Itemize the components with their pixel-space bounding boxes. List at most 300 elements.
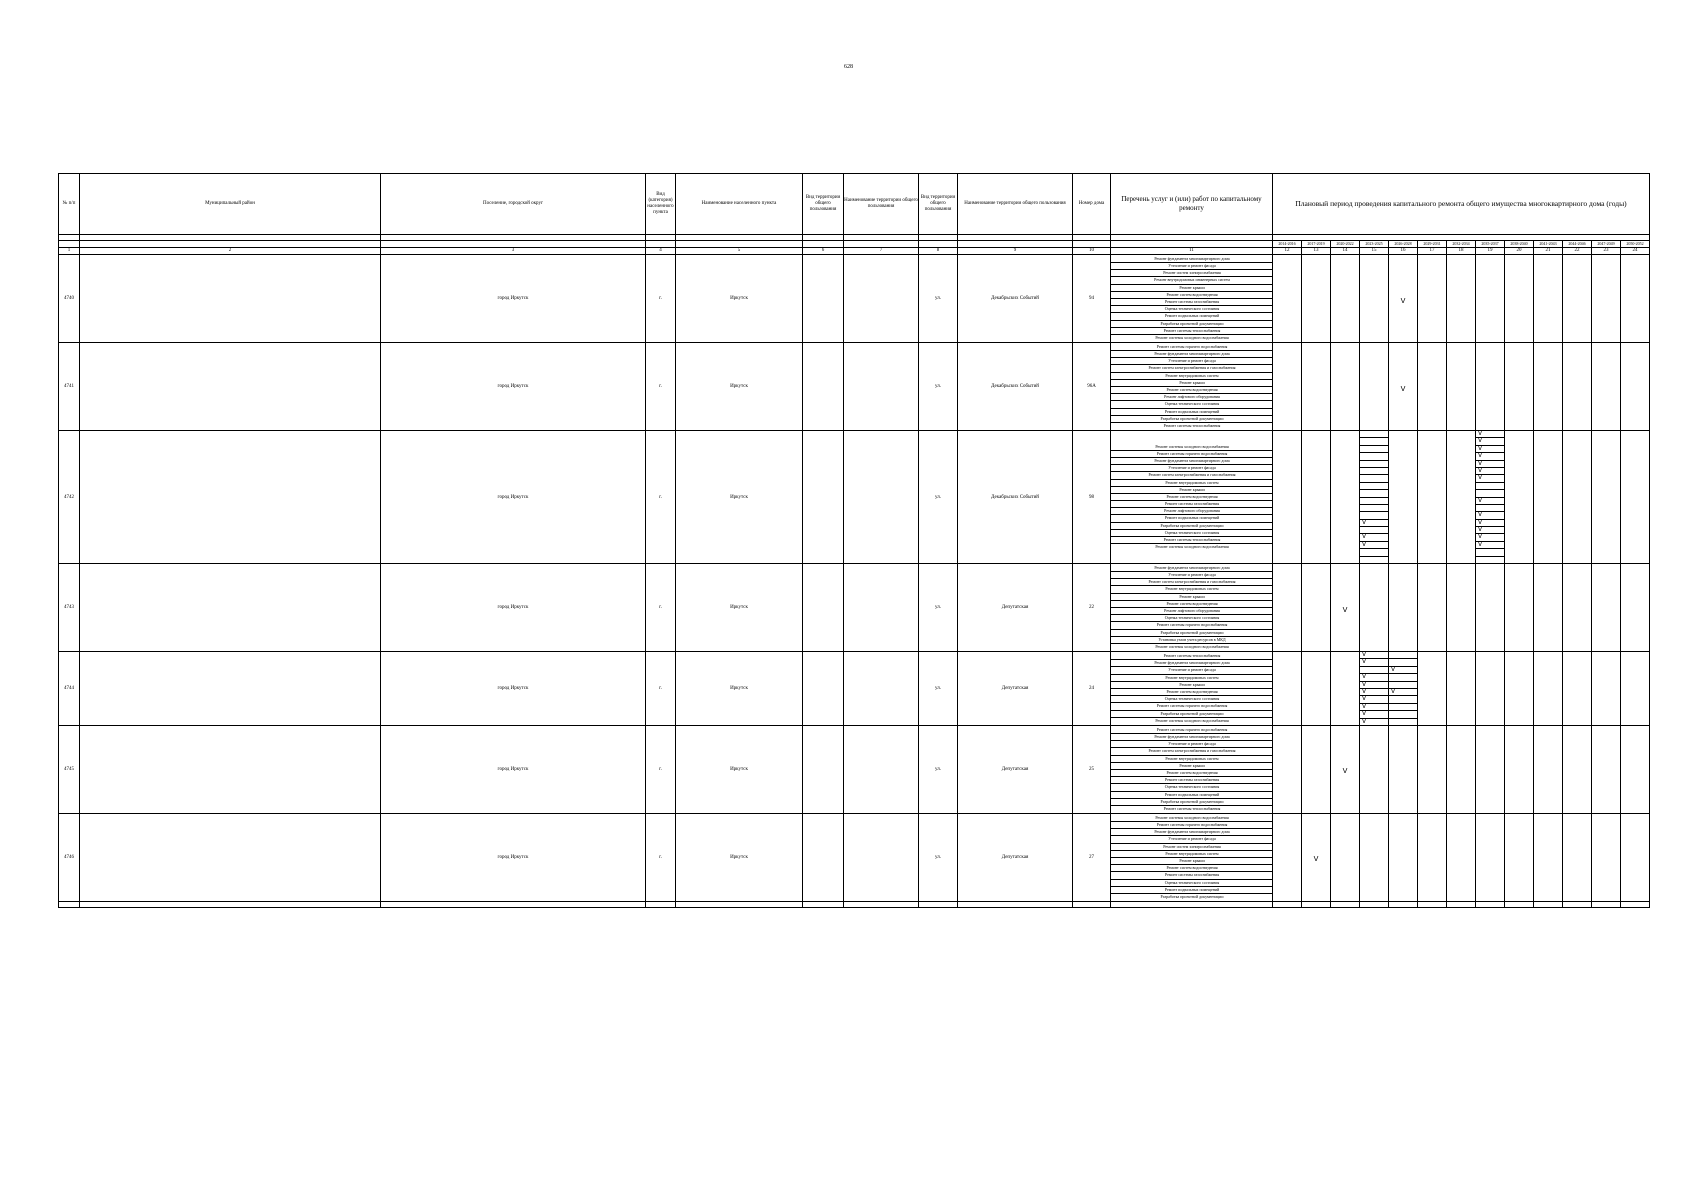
street-name-cell — [844, 725, 919, 813]
year-cell-2044-2046 — [1563, 725, 1592, 813]
work-item: Ремонт крыши — [1111, 594, 1272, 601]
year-cell-2032-2034 — [1447, 431, 1476, 564]
year-cell-2026-2028 — [1389, 652, 1418, 726]
year-cell-2044-2046 — [1563, 813, 1592, 901]
work-item: Ремонт внутридомовых систем — [1111, 586, 1272, 593]
work-item: Ремонт подвальных помещений — [1111, 515, 1272, 522]
year-cell-2038-2040 — [1505, 652, 1534, 726]
column-number-11: 11 — [1111, 248, 1273, 255]
capital-repair-plan-table — [58, 173, 1650, 908]
work-item: Ремонт системы горячего водоснабжения — [1111, 451, 1272, 458]
locality-type-cell: г. — [646, 564, 676, 652]
year-cell-2014-2016 — [1273, 564, 1302, 652]
header-locality-name: Наименование населенного пункта — [676, 174, 803, 235]
street-type-cell — [803, 343, 844, 431]
year-cell-2038-2040 — [1505, 564, 1534, 652]
year-cell-2014-2016 — [1273, 652, 1302, 726]
year-cell-2029-2031 — [1418, 564, 1447, 652]
year-cell-2050-2052 — [1621, 652, 1650, 726]
repair-mark: V — [1342, 767, 1348, 776]
locality-type-cell: г. — [646, 652, 676, 726]
grid-cell — [1389, 704, 1417, 711]
grid-cell — [1476, 483, 1504, 490]
work-item: Ремонт фундамента многоквартирного дома — [1111, 351, 1272, 358]
year-period-7: 2035-2037 — [1476, 241, 1505, 248]
works-cell — [1111, 255, 1273, 343]
year-cell-2050-2052 — [1621, 813, 1650, 901]
column-number-17: 17 — [1418, 248, 1447, 255]
year-cell-2035-2037 — [1476, 431, 1505, 564]
column-number-24: 24 — [1621, 248, 1650, 255]
column-number-23: 23 — [1592, 248, 1621, 255]
work-item: Ремонт системы теплоснабжения — [1111, 537, 1272, 544]
year-cell-2017-2019 — [1302, 431, 1331, 564]
year-period-10: 2044-2046 — [1563, 241, 1592, 248]
work-item: Разработка проектной документации — [1111, 799, 1272, 806]
house-cell: 25 — [1073, 725, 1111, 813]
work-item: Ремонт крыши — [1111, 682, 1272, 689]
column-number-21: 21 — [1534, 248, 1563, 255]
column-number-14: 14 — [1331, 248, 1360, 255]
table-row — [59, 564, 1650, 652]
row-num: 4744 — [59, 652, 80, 726]
grid-cell: V — [1476, 461, 1504, 468]
year-cell-2038-2040 — [1505, 431, 1534, 564]
column-number-19: 19 — [1476, 248, 1505, 255]
grid-cell — [1476, 549, 1504, 556]
header-house: Номер дома — [1073, 174, 1111, 235]
year-cell-2026-2028 — [1389, 343, 1418, 431]
year-cell-2041-2043 — [1534, 431, 1563, 564]
year-cell-2047-2049 — [1592, 725, 1621, 813]
column-number-6: 6 — [803, 248, 844, 255]
street-name-cell — [844, 255, 919, 343]
grid-cell — [1360, 490, 1388, 497]
work-item: Разработка проектной документации — [1111, 630, 1272, 637]
locality-name-cell: Иркутск — [676, 255, 803, 343]
work-item: Ремонт системы горячего водоснабжения — [1111, 344, 1272, 351]
year-cell-2032-2034 — [1447, 725, 1476, 813]
work-item: Ремонт системы теплоснабжения — [1111, 653, 1272, 660]
house-cell: 98 — [1073, 431, 1111, 564]
row-num: 4743 — [59, 564, 80, 652]
year-period-8: 2038-2040 — [1505, 241, 1534, 248]
works-cell — [1111, 725, 1273, 813]
column-numbers-row — [59, 248, 1650, 255]
grid-cell: V — [1476, 468, 1504, 475]
work-item: Ремонт системы газоснабжения — [1111, 501, 1272, 508]
work-item: Утепление и ремонт фасада — [1111, 465, 1272, 472]
work-item: Ремонт подвальных помещений — [1111, 887, 1272, 894]
work-item: Ремонт системы теплоснабжения — [1163, 805, 1221, 811]
territory-name-cell: Депутатская — [958, 652, 1073, 726]
year-cell-2035-2037 — [1476, 813, 1505, 901]
municipal-cell — [80, 255, 381, 343]
year-cell-2023-2025 — [1360, 725, 1389, 813]
territory-type-cell: ул. — [919, 564, 958, 652]
work-item: Ремонт системы холодного водоснабжения — [1111, 444, 1272, 451]
column-number-7: 7 — [844, 248, 919, 255]
grid-cell: V — [1476, 446, 1504, 453]
year-cell-2047-2049 — [1592, 813, 1621, 901]
year-cell-2029-2031 — [1418, 652, 1447, 726]
year-cell-2035-2037 — [1476, 564, 1505, 652]
work-item: Ремонт системы горячего водоснабжения — [1111, 622, 1272, 629]
grid-cell: V — [1476, 512, 1504, 519]
territory-type-cell: ул. — [919, 431, 958, 564]
year-period-9: 2041-2043 — [1534, 241, 1563, 248]
grid-cell — [1389, 696, 1417, 703]
locality-type-cell: г. — [646, 431, 676, 564]
header-num: № п/п — [59, 174, 80, 235]
header-territory-name: Наименование территории общего пользования — [958, 174, 1073, 235]
grid-cell: V — [1360, 682, 1388, 689]
work-item: Разработка проектной документации — [1111, 321, 1272, 328]
settlement-cell: город Иркутск — [381, 725, 646, 813]
street-name-cell — [844, 564, 919, 652]
municipal-cell — [80, 564, 381, 652]
settlement-cell: город Иркутск — [381, 343, 646, 431]
grid-cell: V — [1476, 431, 1504, 438]
grid-cell — [1360, 475, 1388, 482]
locality-type-cell: г. — [646, 343, 676, 431]
header-works: Перечень услуг и (или) работ по капитальному ремонту — [1111, 174, 1273, 235]
year-cell-2035-2037 — [1476, 652, 1505, 726]
territory-type-cell: ул. — [919, 813, 958, 901]
territory-name-cell: Депутатская — [958, 813, 1073, 901]
repair-mark: V — [1400, 384, 1406, 393]
year-cell-2038-2040 — [1505, 725, 1534, 813]
work-item: Ремонт систем электроснабжения и газоснабжения — [1111, 748, 1272, 755]
year-cell-2023-2025 — [1360, 255, 1389, 343]
year-cell-2029-2031 — [1418, 431, 1447, 564]
work-item: Ремонт системы холодного водоснабжения — [1155, 643, 1229, 649]
year-cell-2020-2022 — [1331, 652, 1360, 726]
grid-cell: V — [1360, 652, 1388, 659]
work-item: Ремонт фундамента многоквартирного дома — [1111, 458, 1272, 465]
grid-cell: V — [1476, 475, 1504, 482]
year-cell-2017-2019 — [1302, 652, 1331, 726]
municipal-cell — [80, 725, 381, 813]
work-item: Разработка проектной документации — [1111, 711, 1272, 718]
year-cell-2014-2016 — [1273, 343, 1302, 431]
work-item: Ремонт лифтового оборудования — [1111, 608, 1272, 615]
territory-type-cell: ул. — [919, 343, 958, 431]
header-settlement: Поселение, городской округ — [381, 174, 646, 235]
year-cell-2023-2025 — [1360, 652, 1389, 726]
year-cell-2050-2052 — [1621, 431, 1650, 564]
year-cell-2041-2043 — [1534, 564, 1563, 652]
territory-name-cell: Декабрьских Событий — [958, 343, 1073, 431]
year-period-4: 2026-2028 — [1389, 241, 1418, 248]
year-cell-2029-2031 — [1418, 725, 1447, 813]
work-item: Оценка технического состояния — [1111, 530, 1272, 537]
header-street-type: Вид территории общего пользования — [803, 174, 844, 235]
grid-cell — [1389, 719, 1417, 725]
work-item: Ремонт системы теплоснабжения — [1163, 422, 1221, 428]
page-number: 628 — [844, 64, 853, 70]
street-type-cell — [803, 564, 844, 652]
street-type-cell — [803, 813, 844, 901]
locality-type-cell: г. — [646, 725, 676, 813]
work-item: Ремонт фундамента многоквартирного дома — [1111, 829, 1272, 836]
locality-type-cell: г. — [646, 255, 676, 343]
locality-name-cell: Иркутск — [676, 431, 803, 564]
year-cell-2047-2049 — [1592, 343, 1621, 431]
header-territory-type: Вид территории общего пользования — [919, 174, 958, 235]
work-item: Ремонт системы холодного водоснабжения — [1111, 815, 1272, 822]
work-item: Утепление и ремонт фасада — [1111, 667, 1272, 674]
row-num: 4745 — [59, 725, 80, 813]
year-cell-2044-2046 — [1563, 564, 1592, 652]
territory-type-cell: ул. — [919, 652, 958, 726]
work-item: Ремонт системы холодного водоснабжения — [1155, 717, 1229, 723]
year-cell-2023-2025 — [1360, 431, 1389, 564]
grid-cell — [1389, 652, 1417, 659]
work-item: Ремонт систем водоотведения — [1111, 689, 1272, 696]
column-number-22: 22 — [1563, 248, 1592, 255]
table-row — [59, 343, 1650, 431]
table-row — [59, 813, 1650, 901]
grid-cell: V — [1362, 717, 1367, 725]
grid-cell — [1360, 438, 1388, 445]
column-number-10: 10 — [1073, 248, 1111, 255]
work-item: Ремонт подвальных помещений — [1111, 313, 1272, 320]
grid-cell: V — [1389, 667, 1417, 674]
grid-cell — [1360, 549, 1388, 556]
year-cell-2020-2022 — [1331, 725, 1360, 813]
locality-name-cell: Иркутск — [676, 652, 803, 726]
column-number-13: 13 — [1302, 248, 1331, 255]
year-cell-2029-2031 — [1418, 255, 1447, 343]
row-num: 4742 — [59, 431, 80, 564]
work-item: Ремонт системы горячего водоснабжения — [1111, 727, 1272, 734]
work-item: Ремонт систем водоотведения — [1111, 494, 1272, 501]
row-num: 4741 — [59, 343, 80, 431]
work-item: Ремонт системы газоснабжения — [1111, 872, 1272, 879]
column-number-15: 15 — [1360, 248, 1389, 255]
work-item: Ремонт крыши — [1111, 285, 1272, 292]
year-period-6: 2032-2034 — [1447, 241, 1476, 248]
work-item: Ремонт лифтового оборудования — [1111, 394, 1272, 401]
year-period-0: 2014-2016 — [1273, 241, 1302, 248]
work-item: Ремонт системы газоснабжения — [1111, 299, 1272, 306]
locality-name-cell: Иркутск — [676, 725, 803, 813]
year-cell-2035-2037 — [1476, 255, 1505, 343]
work-item: Утепление и ремонт фасада — [1111, 836, 1272, 843]
work-item: Ремонт подвальных помещений — [1111, 409, 1272, 416]
work-item: Ремонт крыши — [1111, 763, 1272, 770]
work-item: Ремонт систем водоотведения — [1111, 601, 1272, 608]
settlement-cell: город Иркутск — [381, 431, 646, 564]
works-cell — [1111, 652, 1273, 726]
grid-cell: V — [1360, 674, 1388, 681]
repair-mark: V — [1313, 855, 1319, 864]
year-cell-2047-2049 — [1592, 652, 1621, 726]
street-type-cell — [803, 725, 844, 813]
municipal-cell — [80, 431, 381, 564]
works-cell — [1111, 431, 1273, 564]
grid-cell: V — [1476, 534, 1504, 541]
year-cell-2032-2034 — [1447, 564, 1476, 652]
year-cell-2026-2028 — [1389, 255, 1418, 343]
territory-name-cell: Декабрьских Событий — [958, 431, 1073, 564]
work-item: Ремонт внутридомовых систем — [1111, 851, 1272, 858]
year-period-12: 2050-2052 — [1621, 241, 1650, 248]
work-item: Оценка технического состояния — [1111, 615, 1272, 622]
column-number-12: 12 — [1273, 248, 1302, 255]
settlement-cell: город Иркутск — [381, 255, 646, 343]
year-cell-2044-2046 — [1563, 343, 1592, 431]
municipal-cell — [80, 813, 381, 901]
grid-cell — [1360, 505, 1388, 512]
work-item: Ремонт внутридомовых систем — [1111, 373, 1272, 380]
table-body — [59, 255, 1650, 908]
work-item: Ремонт систем электроснабжения и газоснабжения — [1111, 365, 1272, 372]
year-period-2: 2020-2022 — [1331, 241, 1360, 248]
territory-type-cell: ул. — [919, 255, 958, 343]
year-cell-2020-2022 — [1331, 343, 1360, 431]
year-cell-2041-2043 — [1534, 652, 1563, 726]
year-cell-2023-2025 — [1360, 343, 1389, 431]
work-item: Установка узлов учета ресурсов в МКД — [1111, 637, 1272, 644]
grid-cell: V — [1476, 453, 1504, 460]
work-item: Разработка проектной документации — [1160, 893, 1224, 899]
work-item: Утепление и ремонт фасада — [1111, 572, 1272, 579]
grid-cell: V — [1360, 704, 1388, 711]
year-cell-2041-2043 — [1534, 255, 1563, 343]
grid-cell: V — [1476, 520, 1504, 527]
work-item: Ремонт системы теплоснабжения — [1111, 328, 1272, 335]
column-number-3: 3 — [381, 248, 646, 255]
work-item: Ремонт системы холодного водоснабжения — [1155, 544, 1229, 550]
work-item: Ремонт фундамента многоквартирного дома — [1111, 734, 1272, 741]
year-cell-2020-2022 — [1331, 813, 1360, 901]
year-cell-2029-2031 — [1418, 343, 1447, 431]
year-cell-2041-2043 — [1534, 813, 1563, 901]
grid-cell: V — [1360, 711, 1388, 718]
territory-type-cell: ул. — [919, 725, 958, 813]
work-item: Оценка технического состояния — [1111, 306, 1272, 313]
work-item: Ремонт подвальных помещений — [1111, 792, 1272, 799]
work-item: Ремонт фундамента многоквартирного дома — [1111, 565, 1272, 572]
year-cell-2050-2052 — [1621, 725, 1650, 813]
work-item: Оценка технического состояния — [1111, 784, 1272, 791]
street-name-cell — [844, 343, 919, 431]
header-period: Плановый период проведения капитального ремонта общего имущества многоквартирного дома (годы) — [1273, 174, 1650, 235]
work-item: Ремонт систем электроснабжения и газоснабжения — [1111, 472, 1272, 479]
house-cell: 22 — [1073, 564, 1111, 652]
year-cell-2014-2016 — [1273, 725, 1302, 813]
street-name-cell — [844, 652, 919, 726]
work-item: Ремонт систем водоотведения — [1111, 292, 1272, 299]
settlement-cell: город Иркутск — [381, 813, 646, 901]
year-cell-2035-2037 — [1476, 725, 1505, 813]
year-cell-2044-2046 — [1563, 431, 1592, 564]
house-cell: 94 — [1073, 255, 1111, 343]
year-cell-2038-2040 — [1505, 343, 1534, 431]
year-period-5: 2029-2031 — [1418, 241, 1447, 248]
work-item: Оценка технического состояния — [1111, 880, 1272, 887]
column-number-20: 20 — [1505, 248, 1534, 255]
municipal-cell — [80, 343, 381, 431]
year-cell-2047-2049 — [1592, 564, 1621, 652]
work-item: Ремонт систем электроснабжения — [1111, 270, 1272, 277]
work-item: Утепление и ремонт фасада — [1111, 741, 1272, 748]
year-cell-2038-2040 — [1505, 813, 1534, 901]
column-number-9: 9 — [958, 248, 1073, 255]
year-cell-2020-2022 — [1331, 564, 1360, 652]
work-item: Ремонт системы горячего водоснабжения — [1111, 822, 1272, 829]
column-number-2: 2 — [80, 248, 381, 255]
year-cell-2035-2037 — [1476, 343, 1505, 431]
year-cell-2047-2049 — [1592, 255, 1621, 343]
grid-cell: V — [1389, 689, 1417, 696]
house-cell: 27 — [1073, 813, 1111, 901]
work-item: Ремонт системы холодного водоснабжения — [1155, 334, 1229, 340]
year-cell-2020-2022 — [1331, 431, 1360, 564]
year-cell-2026-2028 — [1389, 431, 1418, 564]
work-item: Ремонт внутридомовых систем — [1111, 756, 1272, 763]
work-item: Ремонт систем водоотведения — [1111, 865, 1272, 872]
year-cell-2044-2046 — [1563, 255, 1592, 343]
column-number-5: 5 — [676, 248, 803, 255]
row-num: 4746 — [59, 813, 80, 901]
header-municipal: Муниципальный район — [80, 174, 381, 235]
year-cell-2017-2019 — [1302, 255, 1331, 343]
year-cell-2047-2049 — [1592, 431, 1621, 564]
year-cell-2050-2052 — [1621, 255, 1650, 343]
work-item: Ремонт внутридомовых систем — [1111, 675, 1272, 682]
work-item: Ремонт системы горячего водоснабжения — [1111, 703, 1272, 710]
work-item: Ремонт систем водоотведения — [1111, 387, 1272, 394]
grid-cell — [1360, 431, 1388, 438]
year-cell-2038-2040 — [1505, 255, 1534, 343]
year-cell-2020-2022 — [1331, 255, 1360, 343]
column-number-8: 8 — [919, 248, 958, 255]
repair-mark: V — [1400, 296, 1406, 305]
year-cell-2017-2019 — [1302, 725, 1331, 813]
grid-cell: V — [1476, 542, 1504, 549]
year-cell-2017-2019 — [1302, 343, 1331, 431]
work-item: Ремонт систем электроснабжения и газоснабжения — [1111, 579, 1272, 586]
work-item: Ремонт крыши — [1111, 487, 1272, 494]
street-name-cell — [844, 431, 919, 564]
street-type-cell — [803, 652, 844, 726]
grid-cell — [1389, 711, 1417, 718]
work-item: Ремонт фундамента многоквартирного дома — [1111, 256, 1272, 263]
year-cell-2044-2046 — [1563, 652, 1592, 726]
year-period-1: 2017-2019 — [1302, 241, 1331, 248]
works-cell — [1111, 813, 1273, 901]
year-cell-2032-2034 — [1447, 813, 1476, 901]
work-item: Разработка проектной документации — [1111, 416, 1272, 423]
table-row — [59, 652, 1650, 726]
work-item: Ремонт крыши — [1111, 858, 1272, 865]
territory-name-cell: Декабрьских Событий — [958, 255, 1073, 343]
grid-cell: V — [1476, 498, 1504, 505]
locality-type-cell: г. — [646, 813, 676, 901]
year-cell-2014-2016 — [1273, 813, 1302, 901]
street-name-cell — [844, 813, 919, 901]
grid-cell — [1389, 674, 1417, 681]
work-item: Ремонт крыши — [1111, 380, 1272, 387]
header-locality-type: Вид (категория) населенного пункта — [646, 174, 676, 235]
grid-cell — [1360, 446, 1388, 453]
street-type-cell — [803, 431, 844, 564]
repair-mark: V — [1342, 605, 1348, 614]
grid-cell — [1360, 468, 1388, 475]
